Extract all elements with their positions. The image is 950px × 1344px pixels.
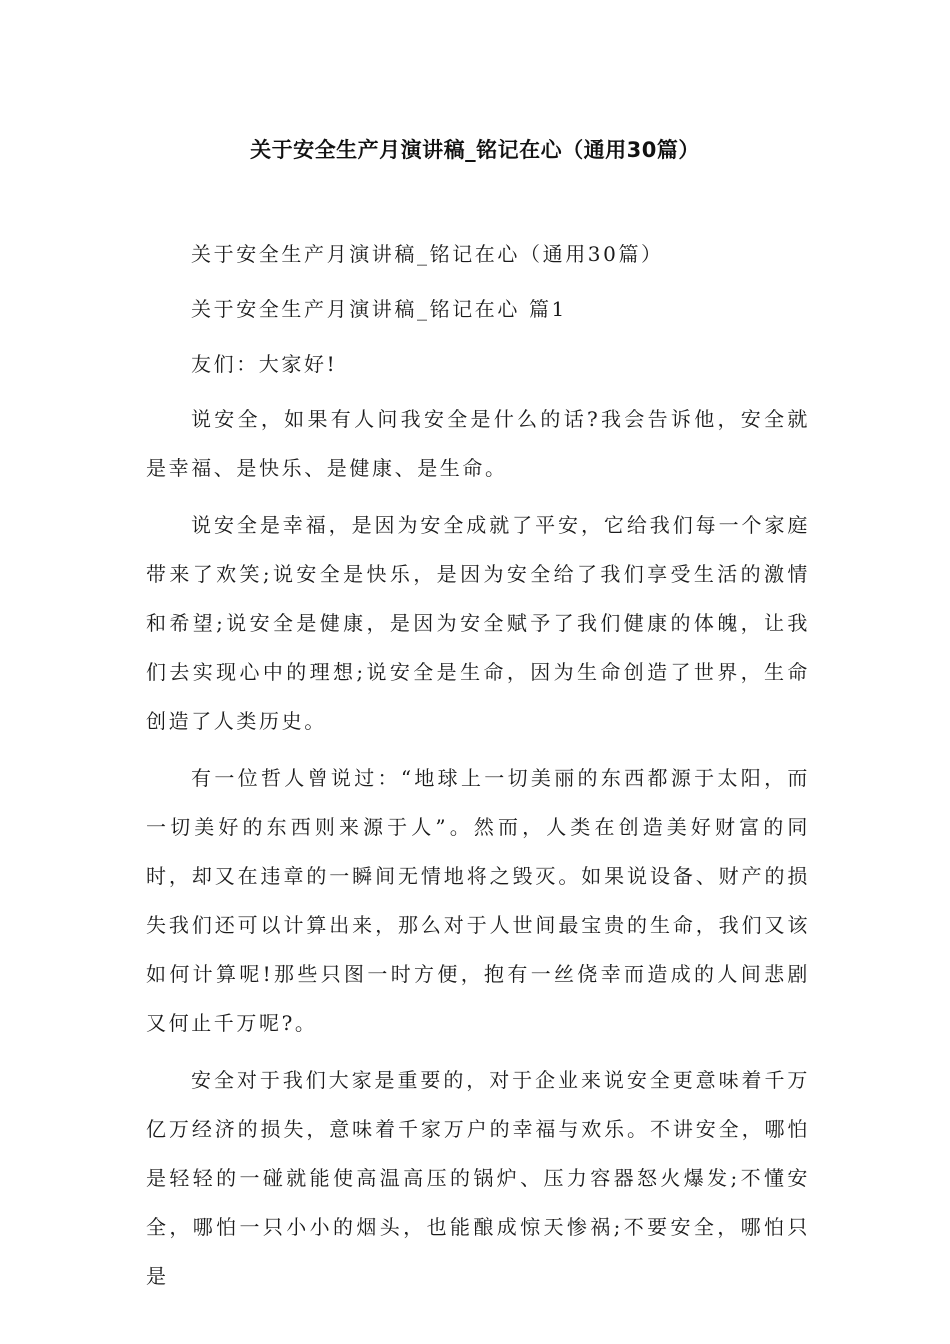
paragraph-greeting: 友们：大家好! bbox=[191, 352, 338, 376]
document-title: 关于安全生产月演讲稿_铭记在心（通用30篇） bbox=[250, 138, 700, 162]
paragraph: 安全对于我们大家是重要的，对于企业来说安全更意味着千万亿万经济的损失，意味着千家万户的幸福与欢乐。不讲安全，哪怕是轻轻的一碰就能使高温高压的锅炉、压力容器怒火爆发;不懂安全，哪怕一只小小的烟头，也能酿成惊天惨祸;不要安全，哪怕只是 bbox=[146, 1068, 810, 1288]
document-body bbox=[146, 230, 810, 1309]
paragraph-section-title: 关于安全生产月演讲稿_铭记在心 篇1 bbox=[191, 297, 567, 321]
paragraph: 说安全，如果有人问我安全是什么的话?我会告诉他，安全就是幸福、是快乐、是健康、是生命。 bbox=[146, 407, 810, 480]
paragraph: 有一位哲人曾说过：“地球上一切美丽的东西都源于太阳，而一切美好的东西则来源于人”。然而，人类在创造美好财富的同时，却又在违章的一瞬间无情地将之毁灭。如果说设备、财产的损失我们还可以计算出来，那么对于人世间最宝贵的生命，我们又该如何计算呢!那些只图一时方便，抱有一丝侥幸而造成的人间悲剧又何止千万呢?。 bbox=[146, 766, 810, 1035]
paragraph: 说安全是幸福，是因为安全成就了平安，它给我们每一个家庭带来了欢笑;说安全是快乐，是因为安全给了我们享受生活的激情和希望;说安全是健康，是因为安全赋予了我们健康的体魄，让我们去实现心中的理想;说安全是生命，因为生命创造了世界，生命创造了人类历史。 bbox=[146, 513, 810, 733]
paragraph-heading: 关于安全生产月演讲稿_铭记在心（通用30篇） bbox=[191, 242, 664, 266]
